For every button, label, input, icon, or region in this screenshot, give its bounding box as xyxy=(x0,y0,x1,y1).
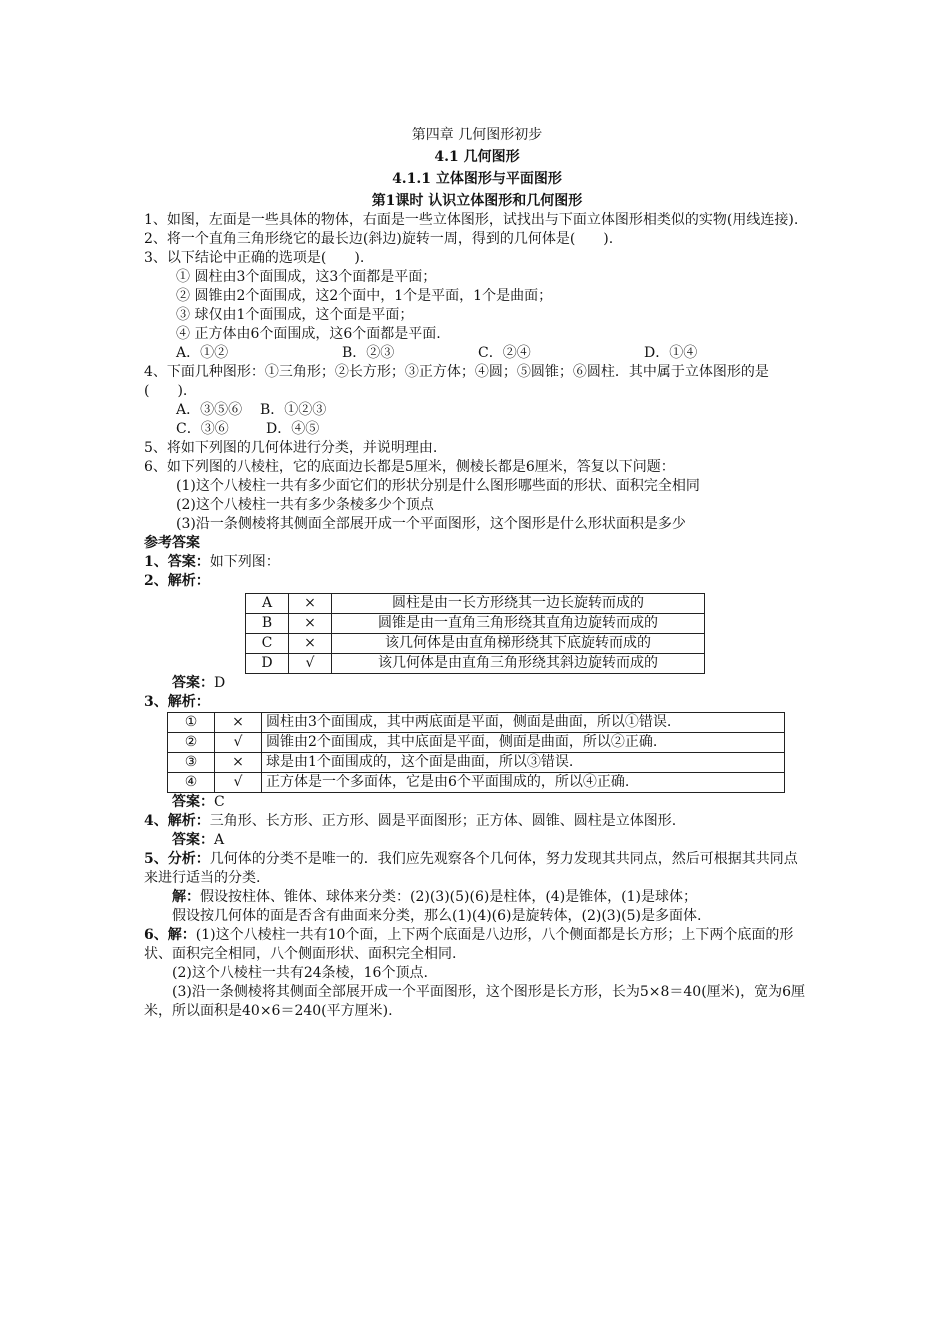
answer-6-label: 6、解： xyxy=(144,927,196,943)
question-3-option-c: C．②④ xyxy=(478,345,531,361)
answer-5-text: 几何体的分类不是唯一的．我们应先观察各个几何体，努力发现其共同点，然后可根据其共同点来进行适当的分类. xyxy=(144,851,798,886)
answer-2-table-cell: C xyxy=(246,634,289,654)
subsection-title: 4.1.1 立体图形与平面图形 xyxy=(392,171,562,187)
answer-2-table-cell: × xyxy=(289,634,332,654)
question-2: 2、将一个直角三角形绕它的最长边(斜边)旋转一周，得到的几何体是( ). xyxy=(144,231,614,247)
question-3-option-d: D．①④ xyxy=(644,345,698,361)
answer-2-table-row xyxy=(246,594,705,614)
answer-5-solution-text-1: 假设按柱体、锥体、球体来分类：(2)(3)(5)(6)是柱体，(4)是锥体，(1)是球体； xyxy=(200,889,697,905)
question-4-options-row-1 xyxy=(144,401,810,420)
answer-2-answer xyxy=(144,674,810,693)
answer-3-label: 3、解析： xyxy=(144,694,210,710)
answer-6-part-2: (2)这个八棱柱一共有24条棱，16个顶点. xyxy=(172,965,428,981)
question-4-options-row-2 xyxy=(144,420,810,439)
answer-1-text: 如下列图： xyxy=(209,554,280,570)
question-4-option-a: A．③⑤⑥ xyxy=(176,402,243,418)
answer-2-table-cell: D xyxy=(246,654,289,674)
question-3-options xyxy=(144,344,810,363)
answer-3-table-row xyxy=(168,773,785,793)
answer-5-label: 5、分析： xyxy=(144,851,210,867)
answer-2-answer-value: D xyxy=(214,675,226,691)
question-3-statement-4: ④ 正方体由6个面围成，这6个面都是平面. xyxy=(176,326,441,342)
answer-3-table-cell: ① xyxy=(168,713,215,733)
answer-2-table-row xyxy=(246,634,705,654)
answer-3-table-row xyxy=(168,713,785,733)
answer-2-table-cell: A xyxy=(246,594,289,614)
answer-3-table-cell: × xyxy=(215,713,262,733)
answer-4 xyxy=(144,812,810,831)
answer-3-table xyxy=(167,712,785,793)
answer-4-answer xyxy=(144,831,810,850)
answer-6-text-1: (1)这个八棱柱一共有10个面，上下两个底面是八边形，八个侧面都是长方形；上下两个底面的形状、面积完全相同，八个侧面形状、面积完全相同. xyxy=(144,927,794,962)
lesson-title: 第1课时 认识立体图形和几何图形 xyxy=(371,193,583,209)
answer-5-analysis xyxy=(144,850,810,888)
answer-2-label: 2、解析： xyxy=(144,573,210,589)
answer-2-table-cell: × xyxy=(289,594,332,614)
answer-2-table xyxy=(245,593,705,674)
section-title: 4.1 几何图形 xyxy=(434,149,520,165)
answer-3-answer xyxy=(144,793,810,812)
answer-3-table-cell: ② xyxy=(168,733,215,753)
answer-1 xyxy=(144,553,810,572)
answer-3-table-cell: 球是由1个面围成的，这个面是曲面，所以③错误. xyxy=(262,753,785,773)
question-3-statement-3: ③ 球仅由1个面围成，这个面是平面； xyxy=(176,307,414,323)
answer-3-table-cell: 圆柱由3个面围成，其中两底面是平面，侧面是曲面，所以①错误. xyxy=(262,713,785,733)
answer-2-table-cell: 该几何体是由直角三角形绕其斜边旋转而成的 xyxy=(332,654,705,674)
question-3-statement-2: ② 圆锥由2个面围成，这2个面中，1个是平面，1个是曲面； xyxy=(176,288,553,304)
answer-2-answer-label: 答案： xyxy=(172,675,214,691)
answer-3-table-cell: 圆锥由2个面围成，其中底面是平面，侧面是曲面，所以②正确. xyxy=(262,733,785,753)
answer-2-table-row xyxy=(246,654,705,674)
question-6-stem: 6、如下列图的八棱柱，它的底面边长都是5厘米，侧棱长都是6厘米，答复以下问题： xyxy=(144,459,675,475)
answer-2-table-cell: √ xyxy=(289,654,332,674)
answer-3-table-cell: ③ xyxy=(168,753,215,773)
answer-3-table-cell: √ xyxy=(215,733,262,753)
answer-5-solution-1 xyxy=(144,888,810,907)
question-6-part-1: (1)这个八棱柱一共有多少面它们的形状分别是什么图形哪些面的形状、面积完全相同 xyxy=(176,478,700,494)
answer-3-answer-value: C xyxy=(214,794,225,810)
answer-3-answer-label: 答案： xyxy=(172,794,214,810)
answer-4-label: 4、解析： xyxy=(144,813,210,829)
answer-3-table-cell: × xyxy=(215,753,262,773)
answer-4-text: 三角形、长方形、正方形、圆是平面图形；正方体、圆锥、圆柱是立体图形. xyxy=(209,813,677,829)
answer-3-table-cell: ④ xyxy=(168,773,215,793)
answer-6-part-1 xyxy=(144,926,810,964)
answers-heading: 参考答案 xyxy=(144,535,200,551)
answer-3-table-cell: 正方体是一个多面体，它是由6个平面围成的，所以④正确. xyxy=(262,773,785,793)
question-4-option-b: B．①②③ xyxy=(260,402,327,418)
question-1: 1、如图，左面是一些具体的物体，右面是一些立体图形，试找出与下面立体图形相类似的实物(用线连接). xyxy=(144,212,799,228)
question-4-option-d: D．④⑤ xyxy=(266,421,320,437)
answer-3-table-row xyxy=(168,733,785,753)
answer-1-label: 1、答案： xyxy=(144,554,210,570)
chapter-title: 第四章 几何图形初步 xyxy=(411,127,543,143)
question-3-statement-1: ① 圆柱由3个面围成，这3个面都是平面； xyxy=(176,269,437,285)
answer-2-table-cell: 该几何体是由直角梯形绕其下底旋转而成的 xyxy=(332,634,705,654)
document-page xyxy=(144,126,810,1021)
answer-6-part-3: (3)沿一条侧棱将其侧面全部展开成一个平面图形，这个图形是长方形，长为5×8＝40(厘米)，宽为6厘米，所以面积是40×6＝240(平方厘米). xyxy=(144,984,806,1019)
question-3-option-b: B．②③ xyxy=(342,345,395,361)
answer-4-answer-label: 答案： xyxy=(172,832,214,848)
question-3-stem: 3、以下结论中正确的选项是( ). xyxy=(144,250,365,266)
answer-2-table-cell: × xyxy=(289,614,332,634)
question-6-part-3: (3)沿一条侧棱将其侧面全部展开成一个平面图形，这个图形是什么形状面积是多少 xyxy=(176,516,686,532)
answer-5-solution-label: 解： xyxy=(172,889,200,905)
answer-2-table-row xyxy=(246,614,705,634)
answer-3-table-cell: √ xyxy=(215,773,262,793)
answer-4-answer-value: A xyxy=(214,832,225,848)
question-5: 5、将如下列图的几何体进行分类，并说明理由. xyxy=(144,440,438,456)
question-4-option-c: C．③⑥ xyxy=(176,421,229,437)
question-4-stem: 4、下面几种图形：①三角形；②长方形；③正方体；④圆；⑤圆锥；⑥圆柱．其中属于立体图形的是( ). xyxy=(144,364,769,399)
answer-2-table-cell: 圆柱是由一长方形绕其一边长旋转而成的 xyxy=(332,594,705,614)
question-6-part-2: (2)这个八棱柱一共有多少条棱多少个顶点 xyxy=(176,497,434,513)
question-3-option-a: A．①② xyxy=(176,345,229,361)
answer-2-table-cell: 圆锥是由一直角三角形绕其直角边旋转而成的 xyxy=(332,614,705,634)
answer-2-table-cell: B xyxy=(246,614,289,634)
answer-3-table-row xyxy=(168,753,785,773)
answer-5-solution-2: 假设按几何体的面是否含有曲面来分类，那么(1)(4)(6)是旋转体，(2)(3)(5)是多面体. xyxy=(172,908,702,924)
